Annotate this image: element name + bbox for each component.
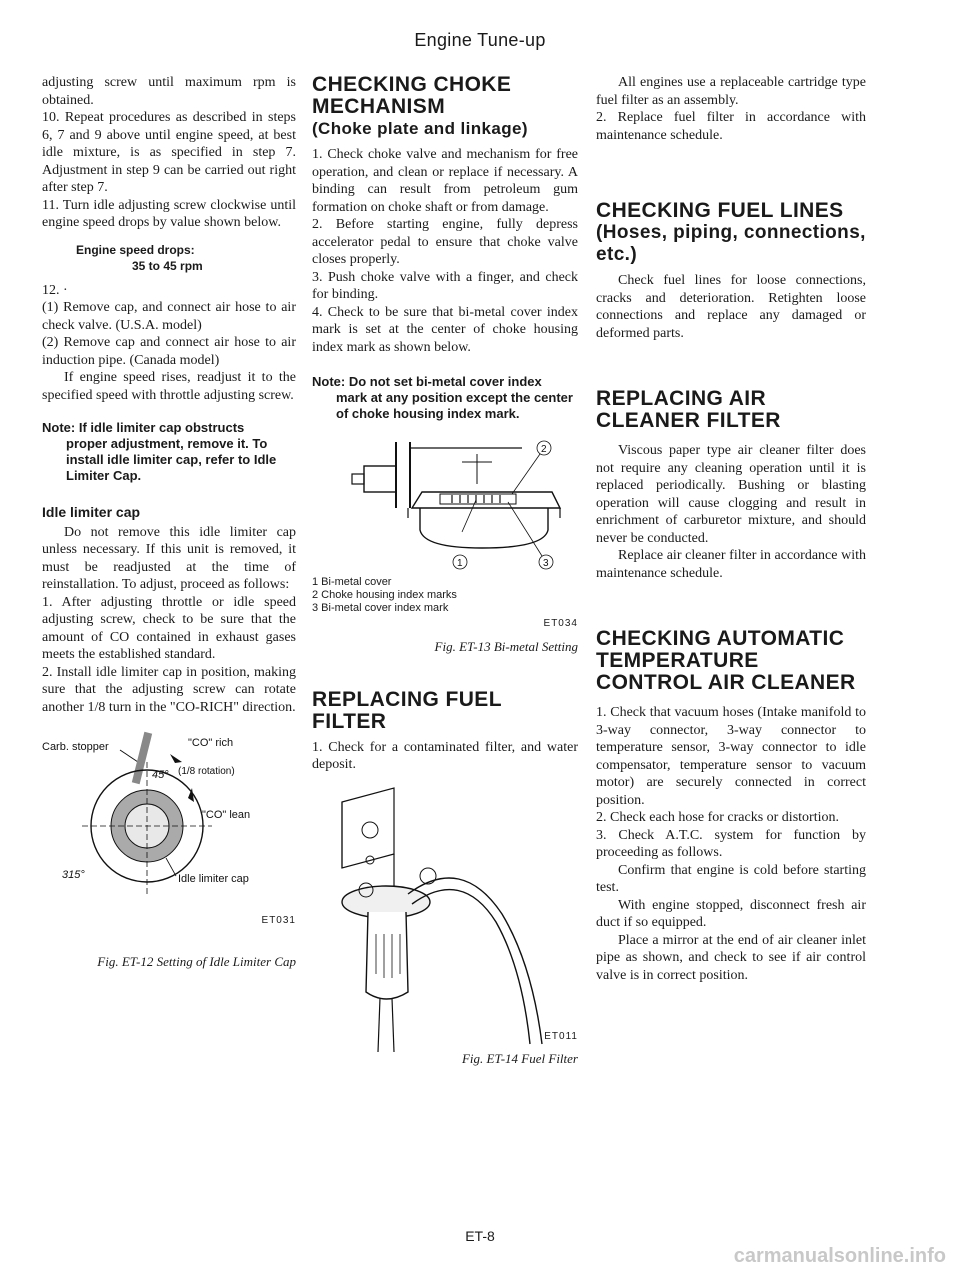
atc-step-1: 1. Check that vacuum hoses (Intake manifold to 3-way connector, 3-way connector to temperature sensor, 3-way connector to idle compensator, temperature sensor to vacuum motor) are securely connected in correct position. bbox=[596, 705, 866, 808]
note-first-line: Do not set bi-metal cover index bbox=[348, 374, 542, 389]
atc-step-3: 3. Check A.T.C. system for function by proceeding as follows. bbox=[596, 827, 866, 860]
label-carb-stopper: Carb. stopper bbox=[42, 741, 109, 753]
label-co-rich: "CO" rich bbox=[188, 737, 234, 749]
label-rotation: (1/8 rotation) bbox=[178, 766, 235, 777]
bi-metal-setting-figure bbox=[312, 432, 578, 572]
figure-code: ET031 bbox=[261, 915, 296, 926]
watermark: carmanualsonline.info bbox=[733, 1245, 946, 1267]
spec-block bbox=[42, 242, 296, 274]
section-heading-fuel-filter: REPLACING FUEL FILTER bbox=[312, 687, 502, 733]
figure-code: ET011 bbox=[544, 1030, 578, 1042]
paragraph: Replace air cleaner filter in accordance with maintenance schedule. bbox=[596, 548, 866, 581]
note-label: Note: bbox=[312, 374, 346, 389]
section-heading-choke bbox=[312, 74, 578, 140]
note-block bbox=[312, 374, 578, 422]
note-body: mark at any position except the center of choke housing index mark. bbox=[336, 390, 573, 421]
section-heading-atc: CHECKING AUTOMATIC TEMPERATURE CONTROL AIR CLEANER bbox=[596, 627, 856, 694]
paragraph: All engines use a replaceable cartridge type fuel filter as an assembly. bbox=[596, 75, 866, 108]
heading-subtext: (Choke plate and linkage) bbox=[312, 119, 528, 138]
heading-text: CHECKING FUEL LINES bbox=[596, 199, 844, 222]
fuel-filter-figure bbox=[312, 784, 578, 1054]
step-10: 10. Repeat procedures as described in steps 6, 7 and 9 above until engine speed, at best idle mixture, is as specified in step 7. Adjustment in step 9 can be carried out right after step 7. bbox=[42, 110, 296, 195]
section-heading-air-cleaner: REPLACING AIR CLEANER FILTER bbox=[596, 387, 781, 432]
figure-caption: Fig. ET-13 Bi-metal Setting bbox=[434, 638, 578, 654]
column-right bbox=[596, 74, 866, 984]
choke-step-4: 4. Check to be sure that bi-metal cover index mark is set at the center of choke housing index mark as shown below. bbox=[312, 304, 578, 355]
figure-caption: Fig. ET-14 Fuel Filter bbox=[461, 1051, 578, 1066]
note-label: Note: bbox=[42, 420, 76, 435]
page-number: ET-8 bbox=[465, 1228, 495, 1244]
figure-caption: Fig. ET-12 Setting of Idle Limiter Cap bbox=[97, 953, 296, 969]
label-co-lean: "CO" lean bbox=[202, 809, 251, 821]
idle-step-1: 1. After adjusting throttle or idle speed adjusting screw, check to be sure that the amount of CO contained in exhaust gases meets the established standard. bbox=[42, 594, 296, 662]
label-315-degrees: 315° bbox=[62, 869, 85, 881]
page-header: Engine Tune-up bbox=[414, 30, 546, 50]
fuel-step-2: 2. Replace fuel filter in accordance with maintenance schedule. bbox=[596, 110, 866, 143]
fuel-step-1: 1. Check for a contaminated filter, and water deposit. bbox=[312, 739, 578, 772]
paragraph: With engine stopped, disconnect fresh air duct if so equipped. bbox=[596, 897, 866, 930]
label-45-degrees: 45° bbox=[152, 769, 169, 781]
paragraph: Check fuel lines for loose connections, cracks and deterioration. Retighten loose connections and replace any damaged or deformed parts. bbox=[596, 273, 866, 341]
step-12: 12. · bbox=[42, 282, 68, 298]
step-12-1: (1) Remove cap, and connect air hose to air check valve. (U.S.A. model) bbox=[42, 300, 296, 333]
choke-step-1: 1. Check choke valve and mechanism for free operation, and clean or replace if necessary. A binding can result from petroleum gum formation on choke shaft or from damage. bbox=[312, 147, 578, 215]
heading-text: CHECKING CHOKE MECHANISM bbox=[312, 73, 512, 118]
idle-limiter-cap-figure bbox=[42, 728, 296, 908]
legend-2: 2 Choke housing index marks bbox=[312, 589, 457, 601]
idle-step-2: 2. Install idle limiter cap in position, making sure that the adjusting screw can rotate another 1/8 turn in the "CO-RICH" direction. bbox=[42, 664, 296, 715]
choke-step-2: 2. Before starting engine, fully depress accelerator pedal to ensure that choke valve closes properly. bbox=[312, 217, 578, 267]
section-heading-fuel-lines bbox=[596, 200, 866, 266]
legend-3: 3 Bi-metal cover index mark bbox=[312, 602, 449, 614]
paragraph: Do not remove this idle limiter cap unless necessary. If this unit is removed, it must be readjusted at the time of reinstallation. To adjust, proceed as follows: bbox=[42, 524, 296, 592]
column-left bbox=[42, 74, 296, 970]
callout-3: 3 bbox=[543, 558, 549, 569]
callout-1: 1 bbox=[457, 558, 463, 569]
column-middle bbox=[312, 74, 578, 1067]
paragraph: Viscous paper type air cleaner filter does not require any cleaning operation until it is replaced periodically. Bushing or blasting operation will cause clogging and result in enrichment of carburetor mixture, and should never be conducted. bbox=[596, 443, 866, 546]
choke-step-3: 3. Push choke valve with a finger, and check for binding. bbox=[312, 269, 578, 302]
stopper-shape bbox=[132, 732, 152, 784]
paragraph: Confirm that engine is cold before starting test. bbox=[596, 862, 866, 895]
paragraph: Place a mirror at the end of air cleaner inlet pipe as shown, and check to see if air control valve is in correct position. bbox=[596, 932, 866, 983]
note-body: proper adjustment, remove it. To install idle limiter cap, refer to Idle Limiter Cap. bbox=[66, 436, 277, 483]
label-idle-limiter-cap: Idle limiter cap bbox=[178, 873, 249, 885]
paragraph: If engine speed rises, readjust it to the specified speed with throttle adjusting screw. bbox=[42, 370, 296, 403]
figure-code: ET034 bbox=[543, 618, 578, 629]
subheading-idle-limiter-cap: Idle limiter cap bbox=[42, 504, 141, 520]
spec-label: Engine speed drops: bbox=[76, 242, 195, 257]
step-11: 11. Turn idle adjusting screw clockwise until engine speed drops by value shown below. bbox=[42, 197, 296, 230]
heading-subtext: (Hoses, piping, connections, etc.) bbox=[596, 222, 866, 265]
legend-1: 1 Bi-metal cover bbox=[312, 576, 392, 588]
note-block bbox=[42, 420, 296, 484]
callout-2: 2 bbox=[541, 444, 547, 455]
paragraph: adjusting screw until maximum rpm is obtained. bbox=[42, 75, 296, 108]
note-first-line: If idle limiter cap obstructs bbox=[78, 420, 245, 435]
atc-step-2: 2. Check each hose for cracks or distortion. bbox=[596, 810, 839, 825]
spec-value: 35 to 45 rpm bbox=[132, 258, 203, 273]
step-12-2: (2) Remove cap and connect air hose to air induction pipe. (Canada model) bbox=[42, 335, 296, 368]
